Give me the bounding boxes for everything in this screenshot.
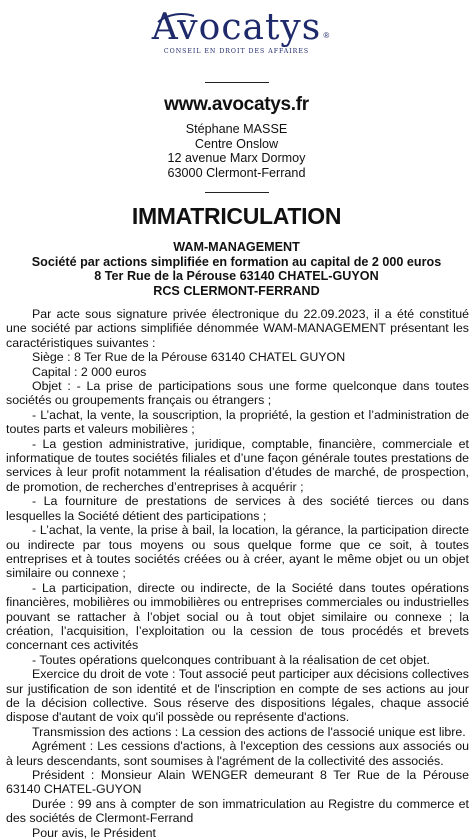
paragraph: - L’achat, la vente, la prise à bail, la location, la gérance, la participation directe ou indirecte par tous moyens ou sous quelque forme que ce soit, à toutes entreprises et à toutes sociétés créées ou à créer, ayant le même objet ou un objet similaire ou connexe ; [6,523,469,581]
divider-middle [205,192,269,193]
paragraph: Agrément : Les cessions d'actions, à l'exception des cessions aux associés ou à leurs descendants, sont soumises à l'agrément de la collectivité des associés. [6,739,469,768]
logo-registered-mark: ® [323,31,331,40]
notice-header [0,240,473,298]
company-rcs: RCS CLERMONT-FERRAND [153,283,320,298]
paragraph: - L’achat, la vente, la souscription, la propriété, la gestion et l’administration de toutes parts et valeurs mobilières ; [6,407,469,437]
contact-street: 12 avenue Marx Dormoy [167,151,306,165]
paragraph: Siège : 8 Ter Rue de la Pérouse 63140 CHATEL GUYON [32,350,346,365]
divider-top [205,82,269,83]
paragraph: Par acte sous signature privée électronique du 22.09.2023, il a été constitué une société par actions simplifiée dénommée WAM-MANAGEMENT présentant les caractéristiques suivantes : [6,307,469,350]
contact-building: Centre Onslow [194,136,279,151]
paragraph: - La participation, directe ou indirecte, de la Société dans toutes opérations financières, mobilières ou immobilières ou entreprises commerciales ou industrielles pouvant se rattacher à l’objet social ou à tout objet similaire ou connexe ; la création, l’acquisition, l’exploitation ou la cession de tous procédés et brevets concernant ces activités [6,580,469,653]
paragraph: Objet : - La prise de participations sous une forme quelconque dans toutes sociétés ou groupements français ou étrangers ; [6,379,469,408]
paragraph: - La fourniture de prestations de services à des société tierces ou dans lesquelles la Société détient des participations ; [6,494,469,523]
avocatys-logo [0,8,473,55]
company-address: 8 Ter Rue de la Pérouse 63140 CHATEL-GUYON [94,269,379,283]
notice-body [6,307,469,840]
logo-tagline: CONSEIL EN DROIT DES AFFAIRES [163,48,310,55]
company-name: WAM-MANAGEMENT [173,240,300,254]
paragraph: Pour avis, le Président [32,825,156,840]
contact-address [0,122,473,180]
website-link[interactable]: www.avocatys.fr [164,94,309,115]
paragraph: - La gestion administrative, juridique, comptable, financière, commerciale et informatique de toutes sociétés filiales et d’une façon générale toutes prestations de services à leur profit notamment la réalisation d’études de marché, de prospection, de promotion, de recherches d’entreprises à acquérir ; [6,436,469,494]
logo-wordmark [151,7,331,48]
paragraph: Capital : 2 000 euros [32,364,147,379]
contact-city: 63000 Clermont-Ferrand [167,165,306,180]
paragraph: Exercice du droit de vote : Tout associé peut participer aux décisions collectives sur justification de son identité et de l'inscription en compte de ses actions au jour de la décision collective. Sous réserve des dispositions légales, chaque associé dispose d'autant de voix qu'il possède ou représente d'actions. [6,667,469,725]
paragraph: Président : Monsieur Alain WENGER demeurant 8 Ter Rue de la Pérouse 63140 CHATEL-GUYON [6,768,469,797]
paragraph: Transmission des actions : La cession des actions de l'associé unique est libre. [32,724,466,739]
paragraph: Durée : 99 ans à compter de son immatriculation au Registre du commerce et des sociétés de Clermont-Ferrand [6,796,469,826]
notice-title: IMMATRICULATION [131,203,342,229]
contact-name: Stéphane MASSE [185,122,288,136]
logo-name: Avocatys [151,7,322,48]
paragraph: - Toutes opérations quelconques contribuant à la réalisation de cet objet. [32,652,430,667]
company-form: Société par actions simplifiée en formation au capital de 2 000 euros [31,254,442,269]
